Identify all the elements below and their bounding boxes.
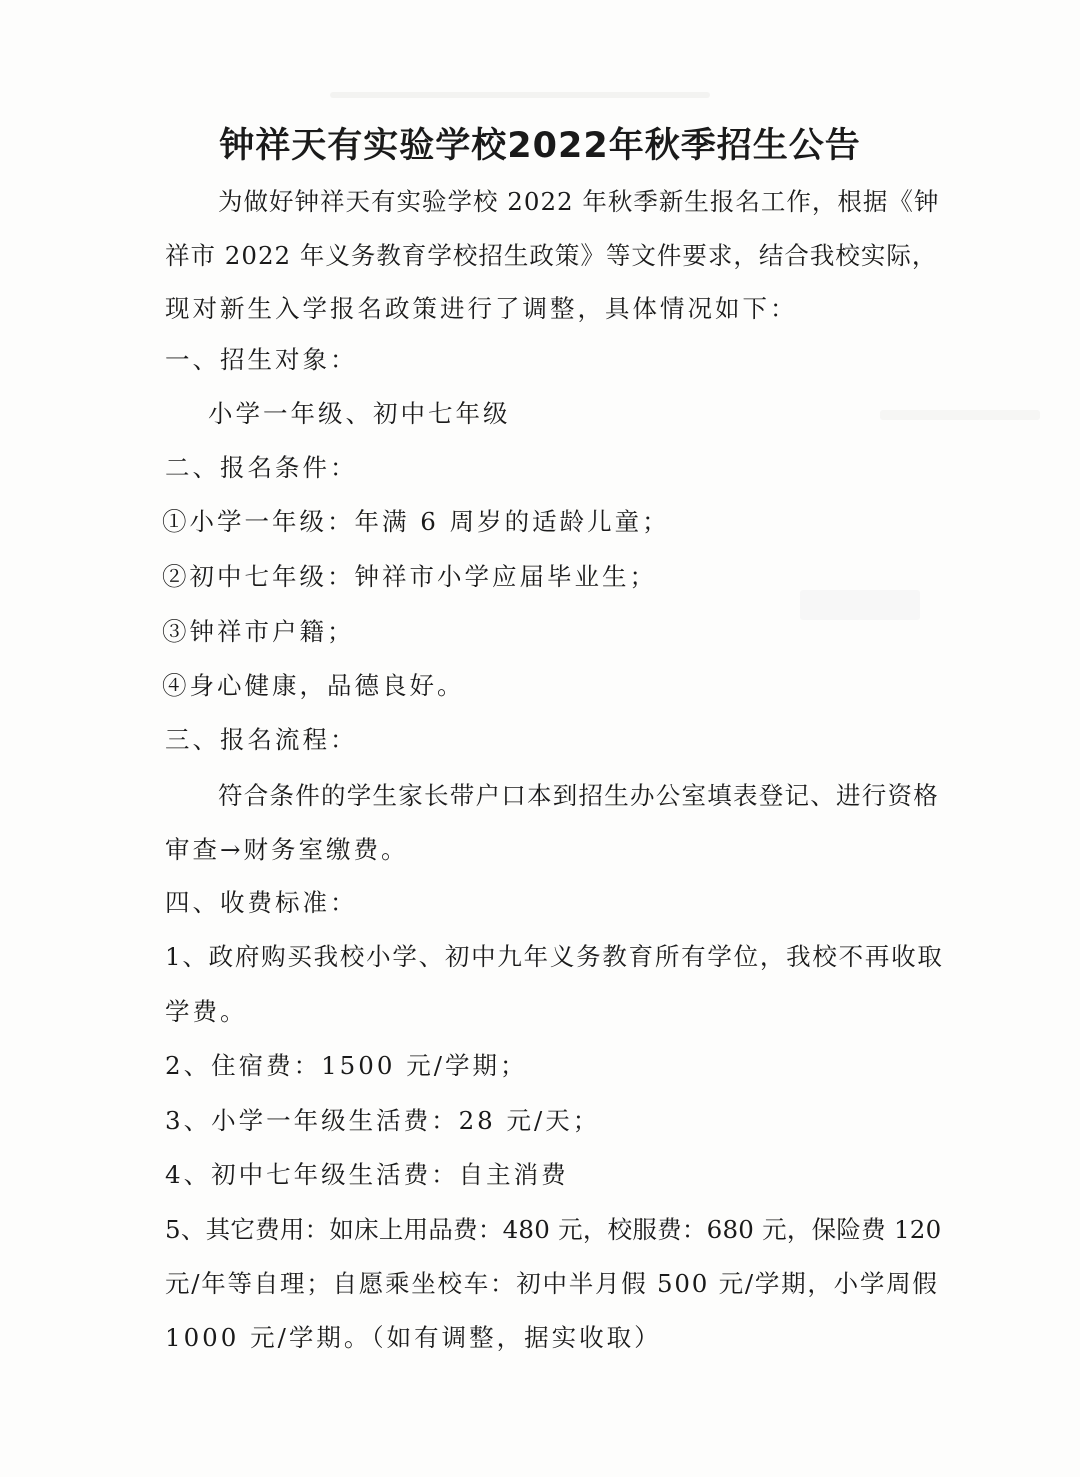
scan-artifact (330, 92, 710, 98)
fee-line: 1000 元/学期。（如有调整，据实收取） (165, 1323, 662, 1352)
fee-line: 2、住宿费：1500 元/学期； (165, 1051, 528, 1080)
fee-line: 4、初中七年级生活费：自主消费 (165, 1160, 569, 1189)
requirement-item: ③钟祥市户籍； (162, 617, 355, 646)
section-heading-process: 三、报名流程： (165, 725, 358, 754)
intro-line: 现对新生入学报名政策进行了调整，具体情况如下： (165, 294, 798, 323)
process-line: 符合条件的学生家长带户口本到招生办公室填表登记、进行资格 (218, 781, 939, 810)
document-title: 钟祥天有实验学校2022年秋季招生公告 (219, 126, 861, 166)
enrollment-target-text: 小学一年级、初中七年级 (208, 399, 511, 428)
fee-line: 5、其它费用：如床上用品费：480 元，校服费：680 元，保险费 120 (165, 1215, 942, 1244)
section-heading-requirements: 二、报名条件： (165, 453, 358, 482)
intro-line: 为做好钟祥天有实验学校 2022 年秋季新生报名工作，根据《钟 (218, 187, 940, 216)
requirement-item: ④身心健康，品德良好。 (162, 671, 465, 700)
section-heading-fees: 四、收费标准： (165, 888, 358, 917)
fee-line: 元/年等自理；自愿乘坐校车：初中半月假 500 元/学期，小学周假 (165, 1269, 939, 1298)
scan-artifact (800, 590, 920, 620)
process-line: 审查→财务室缴费。 (165, 835, 409, 864)
fee-line: 1、政府购买我校小学、初中九年义务教育所有学位，我校不再收取 (165, 942, 944, 971)
requirement-item: ②初中七年级：钟祥市小学应届毕业生； (162, 562, 657, 591)
fee-line: 学费。 (165, 997, 248, 1026)
scan-artifact (880, 410, 1040, 420)
requirement-item: ①小学一年级：年满 6 周岁的适龄儿童； (162, 507, 670, 536)
intro-line: 祥市 2022 年义务教育学校招生政策》等文件要求，结合我校实际， (165, 241, 938, 270)
section-heading-enrollment-target: 一、招生对象： (165, 345, 358, 374)
fee-line: 3、小学一年级生活费：28 元/天； (165, 1106, 601, 1135)
